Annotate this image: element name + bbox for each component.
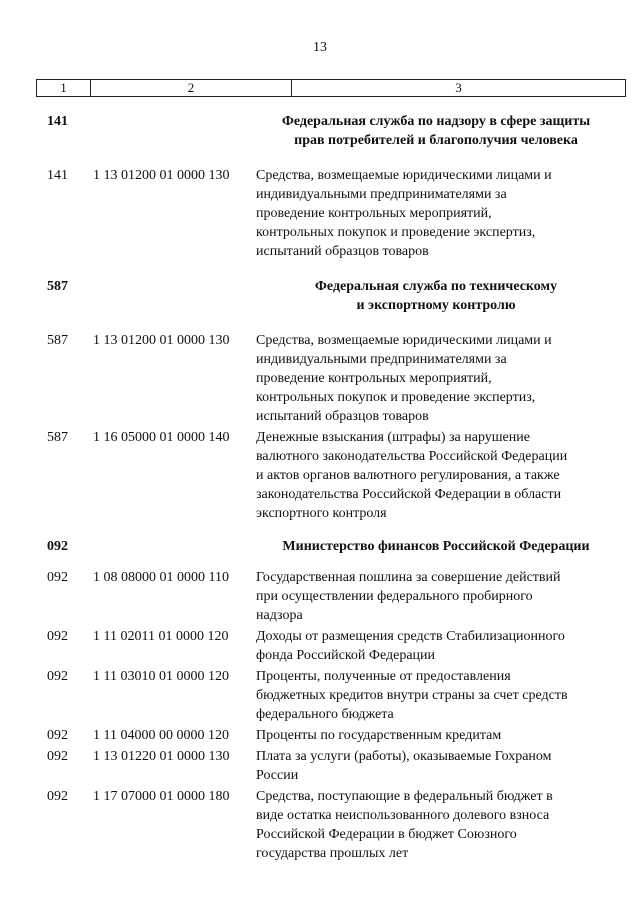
row-budget-code: 1 16 05000 01 0000 140 [93, 430, 230, 445]
row-description-line: при осуществлении федерального пробирного [256, 589, 533, 604]
section-heading [0, 277, 640, 315]
row-description-line: фонда Российской Федерации [256, 648, 436, 663]
table-row [0, 331, 640, 426]
row-budget-code: 1 13 01220 01 0000 130 [93, 749, 230, 764]
row-description-line: России [256, 768, 299, 783]
row-admin-code: 092 [47, 749, 68, 764]
row-admin-code: 092 [47, 629, 68, 644]
table-row [0, 166, 640, 261]
document-body [0, 112, 640, 863]
row-description [256, 331, 616, 426]
section-title [256, 537, 616, 556]
table-row [0, 428, 640, 523]
table-row [0, 667, 640, 724]
row-admin-code: 092 [47, 669, 68, 684]
row-admin-code: 587 [47, 430, 68, 445]
section-heading [0, 537, 640, 556]
page-number: 13 [313, 40, 327, 55]
row-description [256, 667, 616, 724]
row-admin-code: 092 [47, 789, 68, 804]
row-description-line: индивидуальными предпринимателями за [256, 352, 507, 367]
row-description-line: бюджетных кредитов внутри страны за счет средств [256, 688, 568, 703]
row-description-line: испытаний образцов товаров [256, 409, 429, 424]
section-title [256, 112, 616, 150]
row-description-line: Проценты, полученные от предоставления [256, 669, 511, 684]
row-description [256, 428, 616, 523]
row-description-line: экспортного контроля [256, 506, 387, 521]
section-title-line: Федеральная служба по техническому [314, 279, 558, 294]
row-description-line: Проценты по государственным кредитам [256, 728, 502, 743]
row-description-line: Государственная пошлина за совершение действий [256, 570, 561, 585]
row-description-line: контрольных покупок и проведение экспертиз, [256, 390, 536, 405]
row-description-line: валютного законодательства Российской Федерации [256, 449, 568, 464]
section-code: 587 [47, 279, 68, 294]
table-row [0, 726, 640, 745]
row-description [256, 568, 616, 625]
section-title-line: Федеральная служба по надзору в сфере защиты [281, 114, 591, 129]
section-title [256, 277, 616, 315]
row-admin-code: 587 [47, 333, 68, 348]
row-description-line: Средства, возмещаемые юридическими лицами и [256, 333, 552, 348]
row-description [256, 726, 616, 745]
row-description-line: федерального бюджета [256, 707, 394, 722]
row-description-line: надзора [256, 608, 303, 623]
row-description-line: Средства, возмещаемые юридическими лицами и [256, 168, 552, 183]
section-title-line: и экспортному контролю [356, 298, 516, 313]
row-budget-code: 1 13 01200 01 0000 130 [93, 333, 230, 348]
row-admin-code: 092 [47, 728, 68, 743]
row-description [256, 787, 616, 863]
row-budget-code: 1 17 07000 01 0000 180 [93, 789, 230, 804]
column-header-2: 2 [91, 80, 292, 96]
row-admin-code: 092 [47, 570, 68, 585]
table-row [0, 747, 640, 785]
column-header-row [36, 79, 626, 97]
row-description-line: проведение контрольных мероприятий, [256, 371, 492, 386]
row-description [256, 627, 616, 665]
row-budget-code: 1 11 04000 00 0000 120 [93, 728, 229, 743]
column-header-1: 1 [37, 80, 91, 96]
row-description [256, 166, 616, 261]
row-description-line: проведение контрольных мероприятий, [256, 206, 492, 221]
row-description-line: испытаний образцов товаров [256, 244, 429, 259]
row-description-line: и актов органов валютного регулирования, а также [256, 468, 560, 483]
row-description-line: виде остатка неиспользованного долевого взноса [256, 808, 550, 823]
row-budget-code: 1 08 08000 01 0000 110 [93, 570, 229, 585]
row-description-line: государства прошлых лет [256, 846, 409, 861]
table-row [0, 787, 640, 863]
row-description-line: индивидуальными предпринимателями за [256, 187, 507, 202]
column-header-3: 3 [455, 80, 462, 95]
section-title-line: прав потребителей и благополучия человека [294, 133, 578, 148]
row-description-line: Плата за услуги (работы), оказываемые Гохраном [256, 749, 552, 764]
row-description-line: Денежные взыскания (штрафы) за нарушение [256, 430, 530, 445]
row-budget-code: 1 11 03010 01 0000 120 [93, 669, 229, 684]
row-description-line: Российской Федерации в бюджет Союзного [256, 827, 517, 842]
section-title-line: Министерство финансов Российской Федерации [282, 539, 590, 554]
table-row [0, 627, 640, 665]
section-code: 092 [47, 539, 68, 554]
section-heading [0, 112, 640, 150]
row-description-line: Средства, поступающие в федеральный бюджет в [256, 789, 553, 804]
row-budget-code: 1 11 02011 01 0000 120 [93, 629, 229, 644]
table-row [0, 568, 640, 625]
row-admin-code: 141 [47, 168, 68, 183]
section-code: 141 [47, 114, 68, 129]
row-description [256, 747, 616, 785]
row-description-line: контрольных покупок и проведение экспертиз, [256, 225, 536, 240]
row-description-line: Доходы от размещения средств Стабилизационного [256, 629, 565, 644]
row-budget-code: 1 13 01200 01 0000 130 [93, 168, 230, 183]
row-description-line: законодательства Российской Федерации в области [256, 487, 562, 502]
